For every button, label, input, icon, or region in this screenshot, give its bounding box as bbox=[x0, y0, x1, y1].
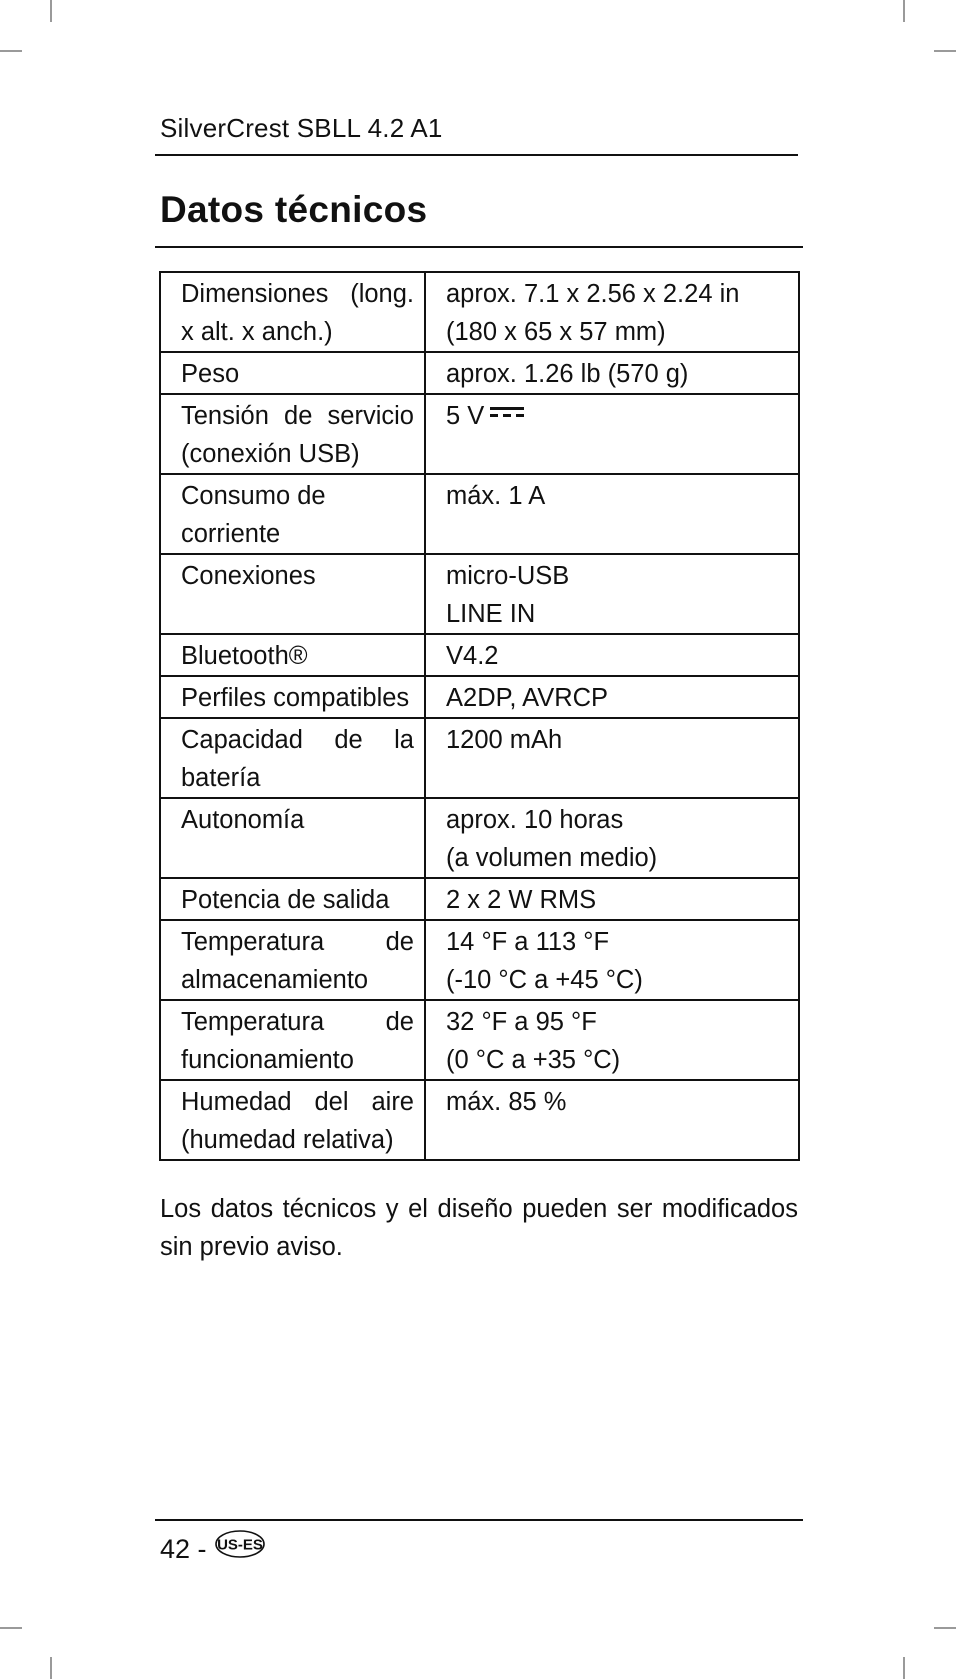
spec-value-cell bbox=[425, 718, 799, 798]
spec-value: 5 V bbox=[446, 402, 485, 430]
spec-value-line bbox=[446, 355, 788, 393]
spec-value-line bbox=[446, 961, 788, 999]
title-rule bbox=[155, 246, 803, 248]
spec-label: batería bbox=[181, 764, 261, 792]
spec-value-line bbox=[446, 595, 788, 633]
spec-value: máx. 85 % bbox=[446, 1088, 567, 1116]
spec-row bbox=[160, 1080, 799, 1160]
spec-label-cell bbox=[160, 920, 425, 1000]
spec-value: (a volumen medio) bbox=[446, 844, 658, 872]
spec-label-cell bbox=[160, 676, 425, 718]
spec-label-cell bbox=[160, 352, 425, 394]
spec-value-cell bbox=[425, 272, 799, 352]
spec-label: Dimensiones (long. bbox=[181, 280, 414, 308]
crop-mark bbox=[903, 1657, 905, 1679]
spec-value-line bbox=[446, 557, 788, 595]
spec-label: Capacidad de la bbox=[181, 726, 414, 754]
spec-value-line bbox=[446, 1041, 788, 1079]
spec-row bbox=[160, 878, 799, 920]
spec-label-cell bbox=[160, 718, 425, 798]
spec-label: Tensión de servicio bbox=[181, 402, 414, 430]
country-badge-icon bbox=[214, 1529, 266, 1559]
spec-label-cell bbox=[160, 634, 425, 676]
spec-table bbox=[159, 271, 800, 1161]
crop-mark bbox=[934, 50, 956, 52]
spec-value-cell bbox=[425, 676, 799, 718]
spec-value: (0 °C a +35 °C) bbox=[446, 1046, 621, 1074]
footer-rule bbox=[155, 1519, 803, 1521]
spec-label-cell bbox=[160, 554, 425, 634]
spec-label: x alt. x anch.) bbox=[181, 318, 333, 346]
spec-value: A2DP, AVRCP bbox=[446, 684, 609, 712]
spec-label-cell bbox=[160, 798, 425, 878]
spec-value-cell bbox=[425, 394, 799, 474]
spec-value: 32 °F a 95 °F bbox=[446, 1008, 597, 1036]
spec-label: Peso bbox=[181, 360, 240, 388]
spec-value-line bbox=[446, 881, 788, 919]
page-title: Datos técnicos bbox=[160, 189, 428, 230]
dc-voltage-icon bbox=[490, 405, 524, 421]
spec-row bbox=[160, 718, 799, 798]
spec-value-cell bbox=[425, 798, 799, 878]
spec-label-cell bbox=[160, 1000, 425, 1080]
spec-value-line bbox=[446, 1083, 788, 1121]
spec-label-cell bbox=[160, 272, 425, 352]
spec-value-cell bbox=[425, 554, 799, 634]
spec-value-cell bbox=[425, 634, 799, 676]
spec-value-line bbox=[446, 839, 788, 877]
spec-row bbox=[160, 920, 799, 1000]
spec-value-line bbox=[446, 313, 788, 351]
footnote bbox=[160, 1190, 798, 1266]
spec-value: (180 x 65 x 57 mm) bbox=[446, 318, 666, 346]
spec-label-cell bbox=[160, 394, 425, 474]
spec-value: V4.2 bbox=[446, 642, 499, 670]
spec-value-cell bbox=[425, 920, 799, 1000]
spec-label: (humedad relativa) bbox=[181, 1126, 394, 1154]
spec-value-line bbox=[446, 721, 788, 759]
spec-value-cell bbox=[425, 474, 799, 554]
spec-value: máx. 1 A bbox=[446, 482, 546, 510]
crop-mark bbox=[903, 0, 905, 22]
crop-mark bbox=[50, 0, 52, 22]
spec-value: (-10 °C a +45 °C) bbox=[446, 966, 643, 994]
spec-label: Humedad del aire bbox=[181, 1088, 414, 1116]
spec-label: corriente bbox=[181, 520, 281, 548]
spec-value: aprox. 7.1 x 2.56 x 2.24 in bbox=[446, 280, 740, 308]
spec-value: 14 °F a 113 °F bbox=[446, 928, 610, 956]
spec-label: Potencia de salida bbox=[181, 886, 390, 914]
spec-label-cell bbox=[160, 1080, 425, 1160]
spec-label: (conexión USB) bbox=[181, 440, 360, 468]
spec-row bbox=[160, 474, 799, 554]
spec-label: Bluetooth® bbox=[181, 642, 308, 670]
spec-row bbox=[160, 676, 799, 718]
spec-row bbox=[160, 554, 799, 634]
spec-label: Temperatura de bbox=[181, 928, 414, 956]
spec-value-line bbox=[446, 1003, 788, 1041]
country-badge-label: US-ES bbox=[217, 1536, 263, 1554]
footnote-line: Los datos técnicos y el diseño pueden ser modificados bbox=[160, 1195, 798, 1223]
crop-mark bbox=[934, 1627, 956, 1629]
spec-value-line bbox=[446, 275, 788, 313]
spec-row bbox=[160, 634, 799, 676]
spec-value-cell bbox=[425, 352, 799, 394]
footnote-line: sin previo aviso. bbox=[160, 1233, 343, 1261]
spec-row bbox=[160, 798, 799, 878]
spec-table-body bbox=[160, 272, 799, 1160]
spec-value-line bbox=[446, 801, 788, 839]
running-header: SilverCrest SBLL 4.2 A1 bbox=[160, 113, 443, 143]
spec-label-cell bbox=[160, 878, 425, 920]
spec-value-line bbox=[446, 923, 788, 961]
spec-label: Conexiones bbox=[181, 562, 316, 590]
spec-value-line bbox=[446, 679, 788, 717]
spec-label: funcionamiento bbox=[181, 1046, 354, 1074]
spec-value-cell bbox=[425, 878, 799, 920]
header-rule bbox=[155, 154, 798, 156]
spec-value: micro-USB bbox=[446, 562, 570, 590]
spec-label: Autonomía bbox=[181, 806, 305, 834]
spec-value: 2 x 2 W RMS bbox=[446, 886, 597, 914]
spec-value: 1200 mAh bbox=[446, 726, 563, 754]
page-number: 42 - bbox=[160, 1534, 207, 1564]
spec-row bbox=[160, 1000, 799, 1080]
spec-value: LINE IN bbox=[446, 600, 536, 628]
spec-value-line bbox=[446, 637, 788, 675]
spec-value-line bbox=[446, 477, 788, 515]
spec-value: aprox. 10 horas bbox=[446, 806, 624, 834]
spec-value-cell bbox=[425, 1000, 799, 1080]
spec-value: aprox. 1.26 lb (570 g) bbox=[446, 360, 689, 388]
crop-mark bbox=[50, 1657, 52, 1679]
spec-value-cell bbox=[425, 1080, 799, 1160]
spec-row bbox=[160, 352, 799, 394]
spec-label: Consumo de bbox=[181, 482, 326, 510]
crop-mark bbox=[0, 1627, 22, 1629]
spec-label-cell bbox=[160, 474, 425, 554]
spec-label: Perfiles compatibles bbox=[181, 684, 410, 712]
spec-row bbox=[160, 394, 799, 474]
spec-label: Temperatura de bbox=[181, 1008, 414, 1036]
spec-row bbox=[160, 272, 799, 352]
crop-mark bbox=[0, 50, 22, 52]
spec-value-line bbox=[446, 397, 788, 435]
spec-label: almacenamiento bbox=[181, 966, 369, 994]
